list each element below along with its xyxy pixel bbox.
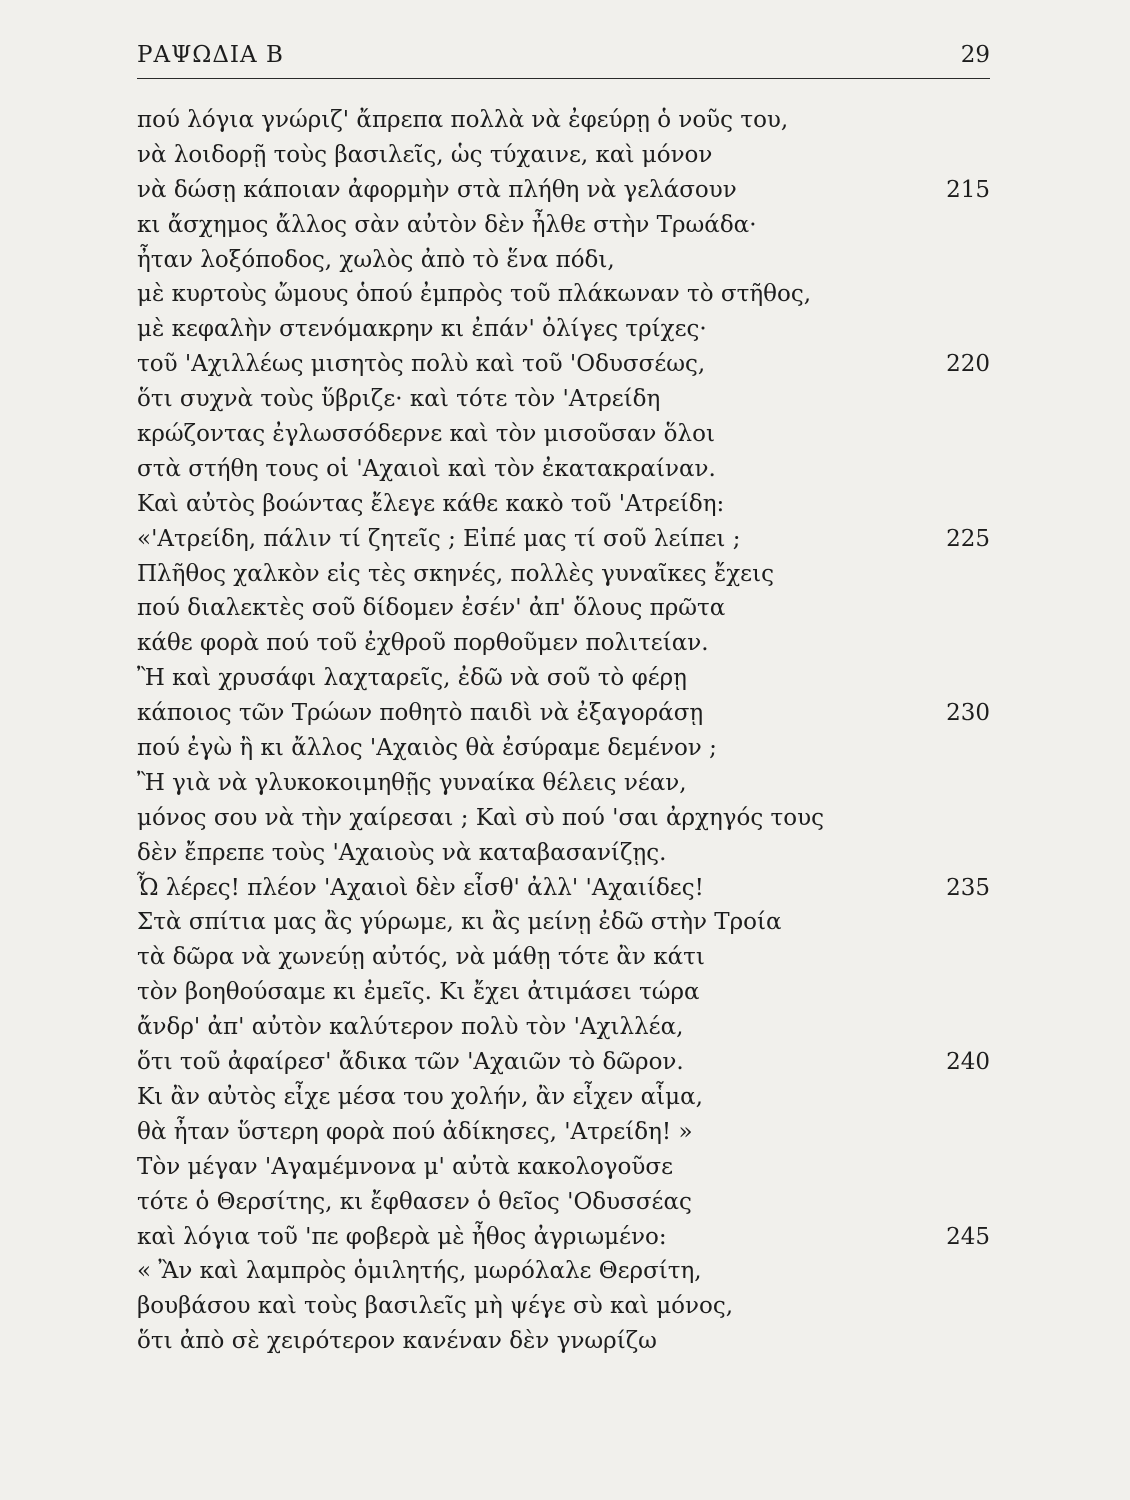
verse-text: τὸν βοηθούσαμε κι ἐμεῖς. Κι ἔχει ἀτιμάσει τώρα bbox=[137, 979, 700, 1006]
verse-text: κάθε φορὰ πού τοῦ ἐχθροῦ πορθοῦμεν πολιτείαν. bbox=[137, 630, 709, 657]
verse-line bbox=[137, 801, 990, 836]
verse-text: καὶ λόγια τοῦ 'πε φοβερὰ μὲ ἦθος ἀγριωμένο: bbox=[137, 1223, 667, 1250]
verse-line bbox=[137, 940, 990, 975]
verse-text: νὰ δώσῃ κάποιαν ἀφορμὴν στὰ πλήθη νὰ γελάσουν bbox=[137, 176, 737, 203]
verse-line bbox=[137, 975, 990, 1010]
line-number: 220 bbox=[946, 351, 990, 378]
verse-text: ὅτι συχνὰ τοὺς ὕβριζε· καὶ τότε τὸν 'Ατρείδη bbox=[137, 386, 661, 413]
verse-block bbox=[137, 103, 990, 1359]
verse-text: δὲν ἔπρεπε τοὺς 'Αχαιοὺς νὰ καταβασανίζῃς. bbox=[137, 839, 667, 866]
line-number: 230 bbox=[946, 700, 990, 727]
verse-line bbox=[137, 731, 990, 766]
verse-text: νὰ λοιδορῇ τοὺς βασιλεῖς, ὡς τύχαινε, καὶ μόνον bbox=[137, 141, 713, 168]
verse-text: τὰ δῶρα νὰ χωνεύῃ αὐτός, νὰ μάθῃ τότε ἂν κάτι bbox=[137, 944, 705, 971]
verse-line bbox=[137, 382, 990, 417]
verse-line bbox=[137, 417, 990, 452]
page-number: 29 bbox=[960, 42, 990, 68]
verse-line bbox=[137, 557, 990, 592]
verse-line bbox=[137, 138, 990, 173]
verse-line bbox=[137, 1220, 990, 1255]
verse-line bbox=[137, 103, 990, 138]
verse-text: Καὶ αὐτὸς βοώντας ἔλεγε κάθε κακὸ τοῦ 'Ατρείδη: bbox=[137, 490, 725, 517]
verse-text: « Ἂν καὶ λαμπρὸς ὁμιλητής, μωρόλαλε Θερσίτη, bbox=[137, 1258, 702, 1285]
verse-line bbox=[137, 1115, 990, 1150]
verse-text: Τὸν μέγαν 'Αγαμέμνονα μ' αὐτὰ κακολογοῦσε bbox=[137, 1153, 673, 1180]
verse-line bbox=[137, 1080, 990, 1115]
verse-line bbox=[137, 696, 990, 731]
verse-line bbox=[137, 905, 990, 940]
verse-text: κι ἄσχημος ἄλλος σὰν αὐτὸν δὲν ἦλθε στὴν Τρωάδα· bbox=[137, 211, 757, 238]
verse-text: «'Ατρείδη, πάλιν τί ζητεῖς ; Εἰπέ μας τί σοῦ λείπει ; bbox=[137, 525, 741, 552]
verse-text: πού ἐγὼ ἢ κι ἄλλος 'Αχαιὸς θὰ ἐσύραμε δεμένον ; bbox=[137, 735, 717, 762]
verse-text: πού λόγια γνώριζ' ἄπρεπα πολλὰ νὰ ἐφεύρῃ ὁ νοῦς του, bbox=[137, 107, 789, 133]
verse-text: στὰ στήθη τους οἱ 'Αχαιοὶ καὶ τὸν ἐκατακραίναν. bbox=[137, 455, 716, 482]
verse-line bbox=[137, 1010, 990, 1045]
verse-text: Κι ἂν αὐτὸς εἶχε μέσα του χολήν, ἂν εἶχεν αἷμα, bbox=[137, 1083, 703, 1110]
verse-text: μὲ κεφαλὴν στενόμακρην κι ἐπάν' ὀλίγες τρίχες· bbox=[137, 316, 707, 343]
verse-text: Ἢ καὶ χρυσάφι λαχταρεῖς, ἐδῶ νὰ σοῦ τὸ φέρῃ bbox=[137, 665, 687, 692]
verse-line bbox=[137, 487, 990, 522]
verse-text: Ἢ γιὰ νὰ γλυκοκοιμηθῇς γυναίκα θέλεις νέαν, bbox=[137, 769, 687, 796]
verse-line bbox=[137, 173, 990, 208]
line-number: 225 bbox=[946, 525, 990, 552]
verse-line bbox=[137, 836, 990, 871]
verse-line bbox=[137, 1150, 990, 1185]
header-rule bbox=[137, 78, 990, 79]
verse-line bbox=[137, 208, 990, 243]
verse-line bbox=[137, 347, 990, 382]
running-head: ΡΑΨΩΔΙΑ Β bbox=[137, 42, 284, 68]
verse-line bbox=[137, 871, 990, 906]
verse-text: μόνος σου νὰ τὴν χαίρεσαι ; Καὶ σὺ πού 'σαι ἀρχηγός τους bbox=[137, 804, 824, 831]
verse-line bbox=[137, 243, 990, 278]
verse-text: μὲ κυρτοὺς ὤμους ὁπού ἐμπρὸς τοῦ πλάκωναν τὸ στῆθος, bbox=[137, 281, 812, 308]
verse-text: Στὰ σπίτια μας ἂς γύρωμε, κι ἂς μείνῃ ἐδῶ στὴν Τροία bbox=[137, 909, 782, 936]
verse-text: κάποιος τῶν Τρώων ποθητὸ παιδὶ νὰ ἐξαγοράσῃ bbox=[137, 700, 704, 727]
line-number: 235 bbox=[946, 874, 990, 901]
verse-line bbox=[137, 1289, 990, 1324]
line-number: 240 bbox=[946, 1049, 990, 1076]
verse-text: ἄνδρ' ἀπ' αὐτὸν καλύτερον πολὺ τὸν 'Αχιλλέα, bbox=[137, 1014, 684, 1041]
verse-line bbox=[137, 522, 990, 557]
verse-line bbox=[137, 1254, 990, 1289]
verse-line bbox=[137, 766, 990, 801]
line-number: 245 bbox=[946, 1223, 990, 1250]
verse-text: τοῦ 'Αχιλλέως μισητὸς πολὺ καὶ τοῦ 'Οδυσσέως, bbox=[137, 351, 706, 378]
verse-line bbox=[137, 591, 990, 626]
verse-line bbox=[137, 312, 990, 347]
verse-line bbox=[137, 1324, 990, 1359]
line-number: 215 bbox=[946, 176, 990, 203]
verse-line bbox=[137, 1185, 990, 1220]
verse-text: πού διαλεκτὲς σοῦ δίδομεν ἐσέν' ἀπ' ὅλους πρῶτα bbox=[137, 595, 726, 622]
verse-line bbox=[137, 1045, 990, 1080]
verse-text: Πλῆθος χαλκὸν εἰς τὲς σκηνές, πολλὲς γυναῖκες ἔχεις bbox=[137, 560, 774, 587]
verse-text: βουβάσου καὶ τοὺς βασιλεῖς μὴ ψέγε σὺ καὶ μόνος, bbox=[137, 1293, 734, 1320]
page-header bbox=[137, 40, 990, 78]
verse-line bbox=[137, 626, 990, 661]
verse-text: ὅτι τοῦ ἀφαίρεσ' ἄδικα τῶν 'Αχαιῶν τὸ δῶρον. bbox=[137, 1049, 684, 1076]
verse-text: θὰ ἦταν ὕστερη φορὰ πού ἀδίκησες, 'Ατρείδη! » bbox=[137, 1118, 693, 1145]
verse-text: ἦταν λοξόποδος, χωλὸς ἀπὸ τὸ ἕνα πόδι, bbox=[137, 246, 615, 273]
verse-text: τότε ὁ Θερσίτης, κι ἔφθασεν ὁ θεῖος 'Οδυσσέας bbox=[137, 1188, 692, 1215]
verse-line bbox=[137, 661, 990, 696]
verse-text: Ὦ λέρες! πλέον 'Αχαιοὶ δὲν εἶσθ' ἀλλ' 'Αχαιίδες! bbox=[137, 874, 704, 901]
verse-line bbox=[137, 452, 990, 487]
verse-line bbox=[137, 277, 990, 312]
verse-text: ὅτι ἀπὸ σὲ χειρότερον κανέναν δὲν γνωρίζω bbox=[137, 1328, 657, 1355]
verse-text: κρώζοντας ἐγλωσσόδερνε καὶ τὸν μισοῦσαν ὅλοι bbox=[137, 421, 715, 448]
